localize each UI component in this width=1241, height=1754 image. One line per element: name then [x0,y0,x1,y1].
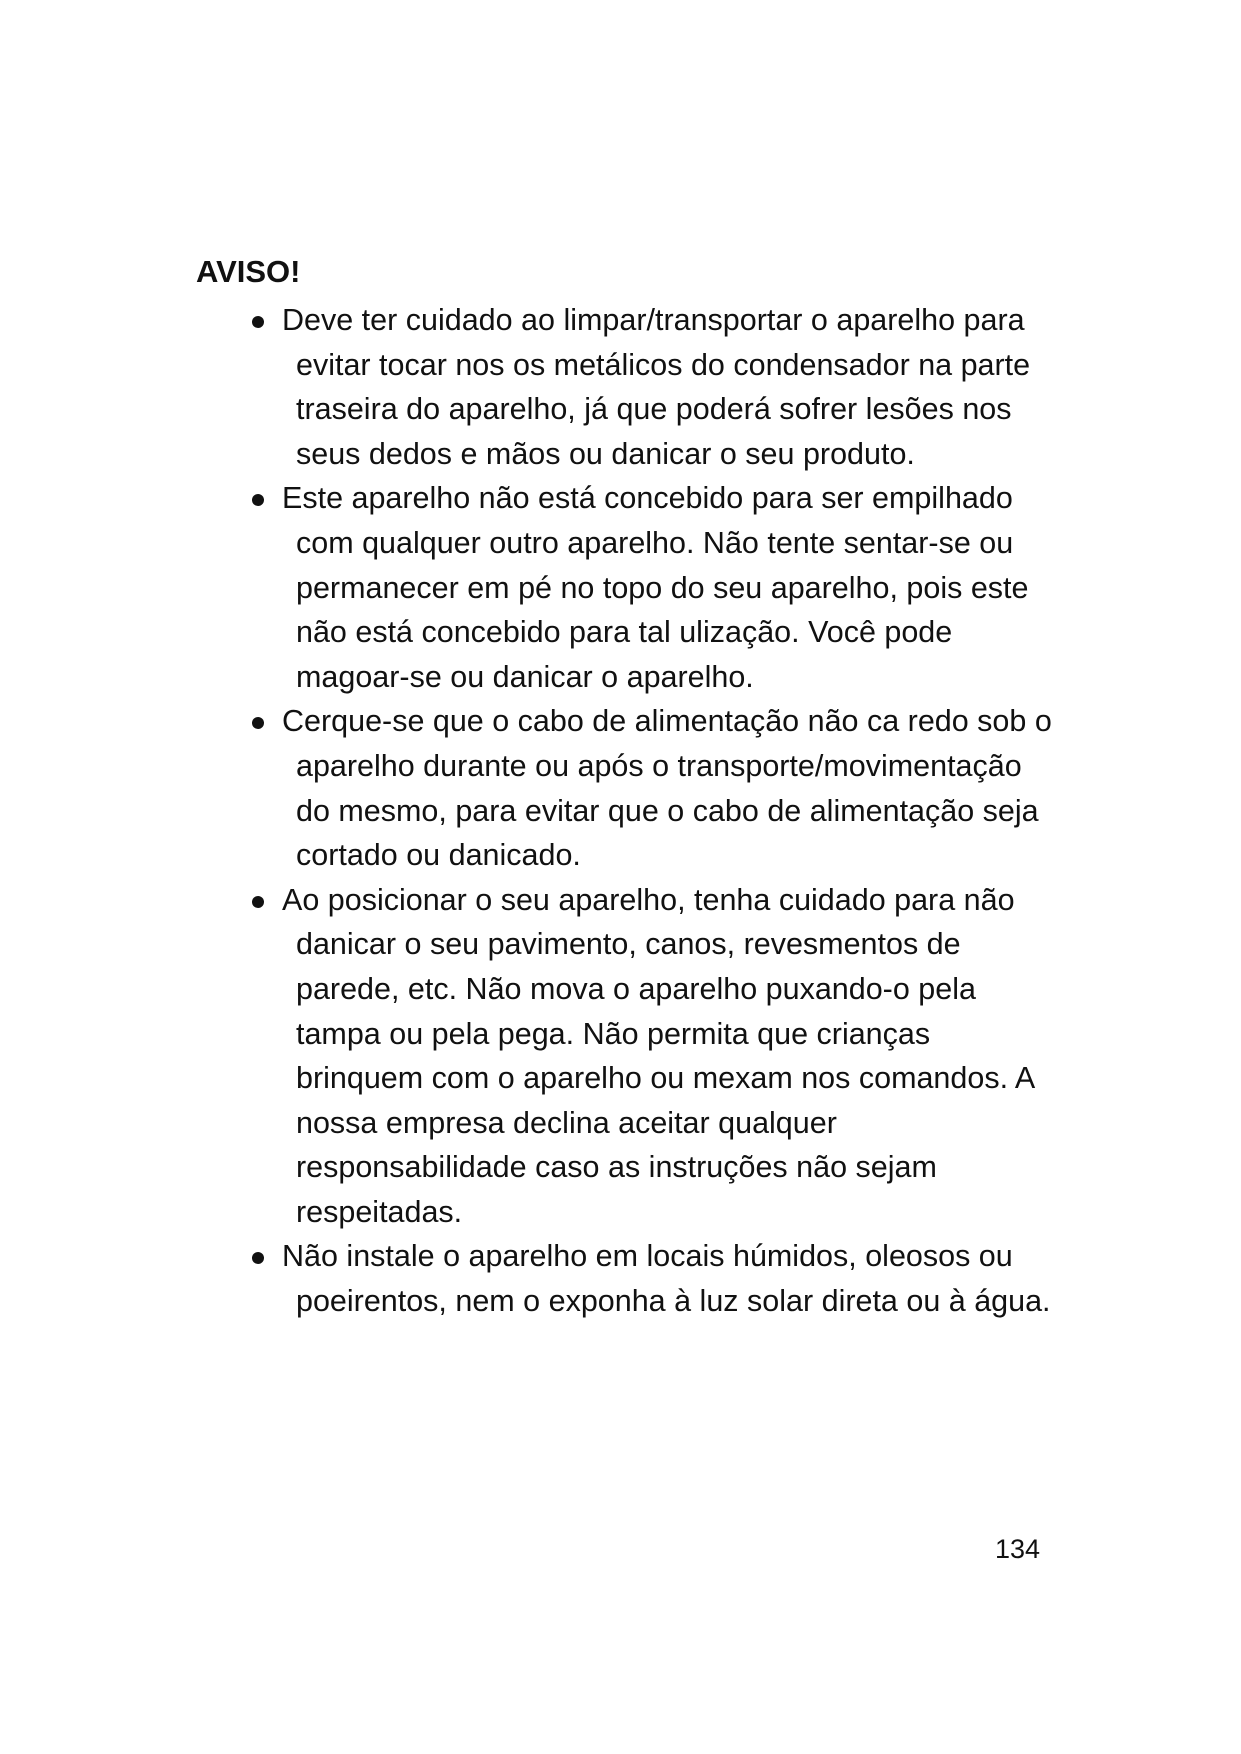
bullet-icon [252,494,264,506]
list-item [196,298,1056,476]
list-item [196,1234,1056,1323]
list-item-text: Este aparelho não está concebido para ser empilhado com qualquer outro aparelho. Não tente sentar-se ou permanecer em pé no topo do seu aparelho, pois este não está concebido para tal ulização. Você pode magoar-se ou danicar o aparelho. [282,481,1029,694]
list-item-text: Não instale o aparelho em locais húmidos, oleosos ou poeirentos, nem o exponha à luz solar direta ou à água. [282,1239,1051,1319]
list-item [196,476,1056,699]
list-item-text: Ao posicionar o seu aparelho, tenha cuidado para não danicar o seu pavimento, canos, revesmentos de parede, etc. Não mova o aparelho puxando-o pela tampa ou pela pega. Não permita que crianças brinquem com o aparelho ou mexam nos comandos. A nossa empresa declina aceitar qualquer responsabilidade caso as instruções não sejam respeitadas. [282,882,1034,1229]
bullet-icon [252,896,264,908]
list-item-text: Deve ter cuidado ao limpar/transportar o aparelho para evitar tocar nos os metálicos do condensador na parte traseira do aparelho, já que poderá sofrer lesões nos seus dedos e mãos ou danicar o seu produto. [282,303,1031,471]
bullet-icon [252,1252,264,1264]
page-number: 134 [995,1534,1041,1564]
warning-list [196,298,1056,1324]
list-item-text: Cerque-se que o cabo de alimentação não ca redo sob o aparelho durante ou após o transporte/movimentação do mesmo, para evitar que o cabo de alimentação seja cortado ou danicado. [282,704,1052,873]
list-item [196,699,1056,877]
bullet-icon [252,717,264,729]
list-item [196,878,1056,1235]
warning-heading: AVISO! [196,254,301,289]
bullet-icon [252,316,264,328]
